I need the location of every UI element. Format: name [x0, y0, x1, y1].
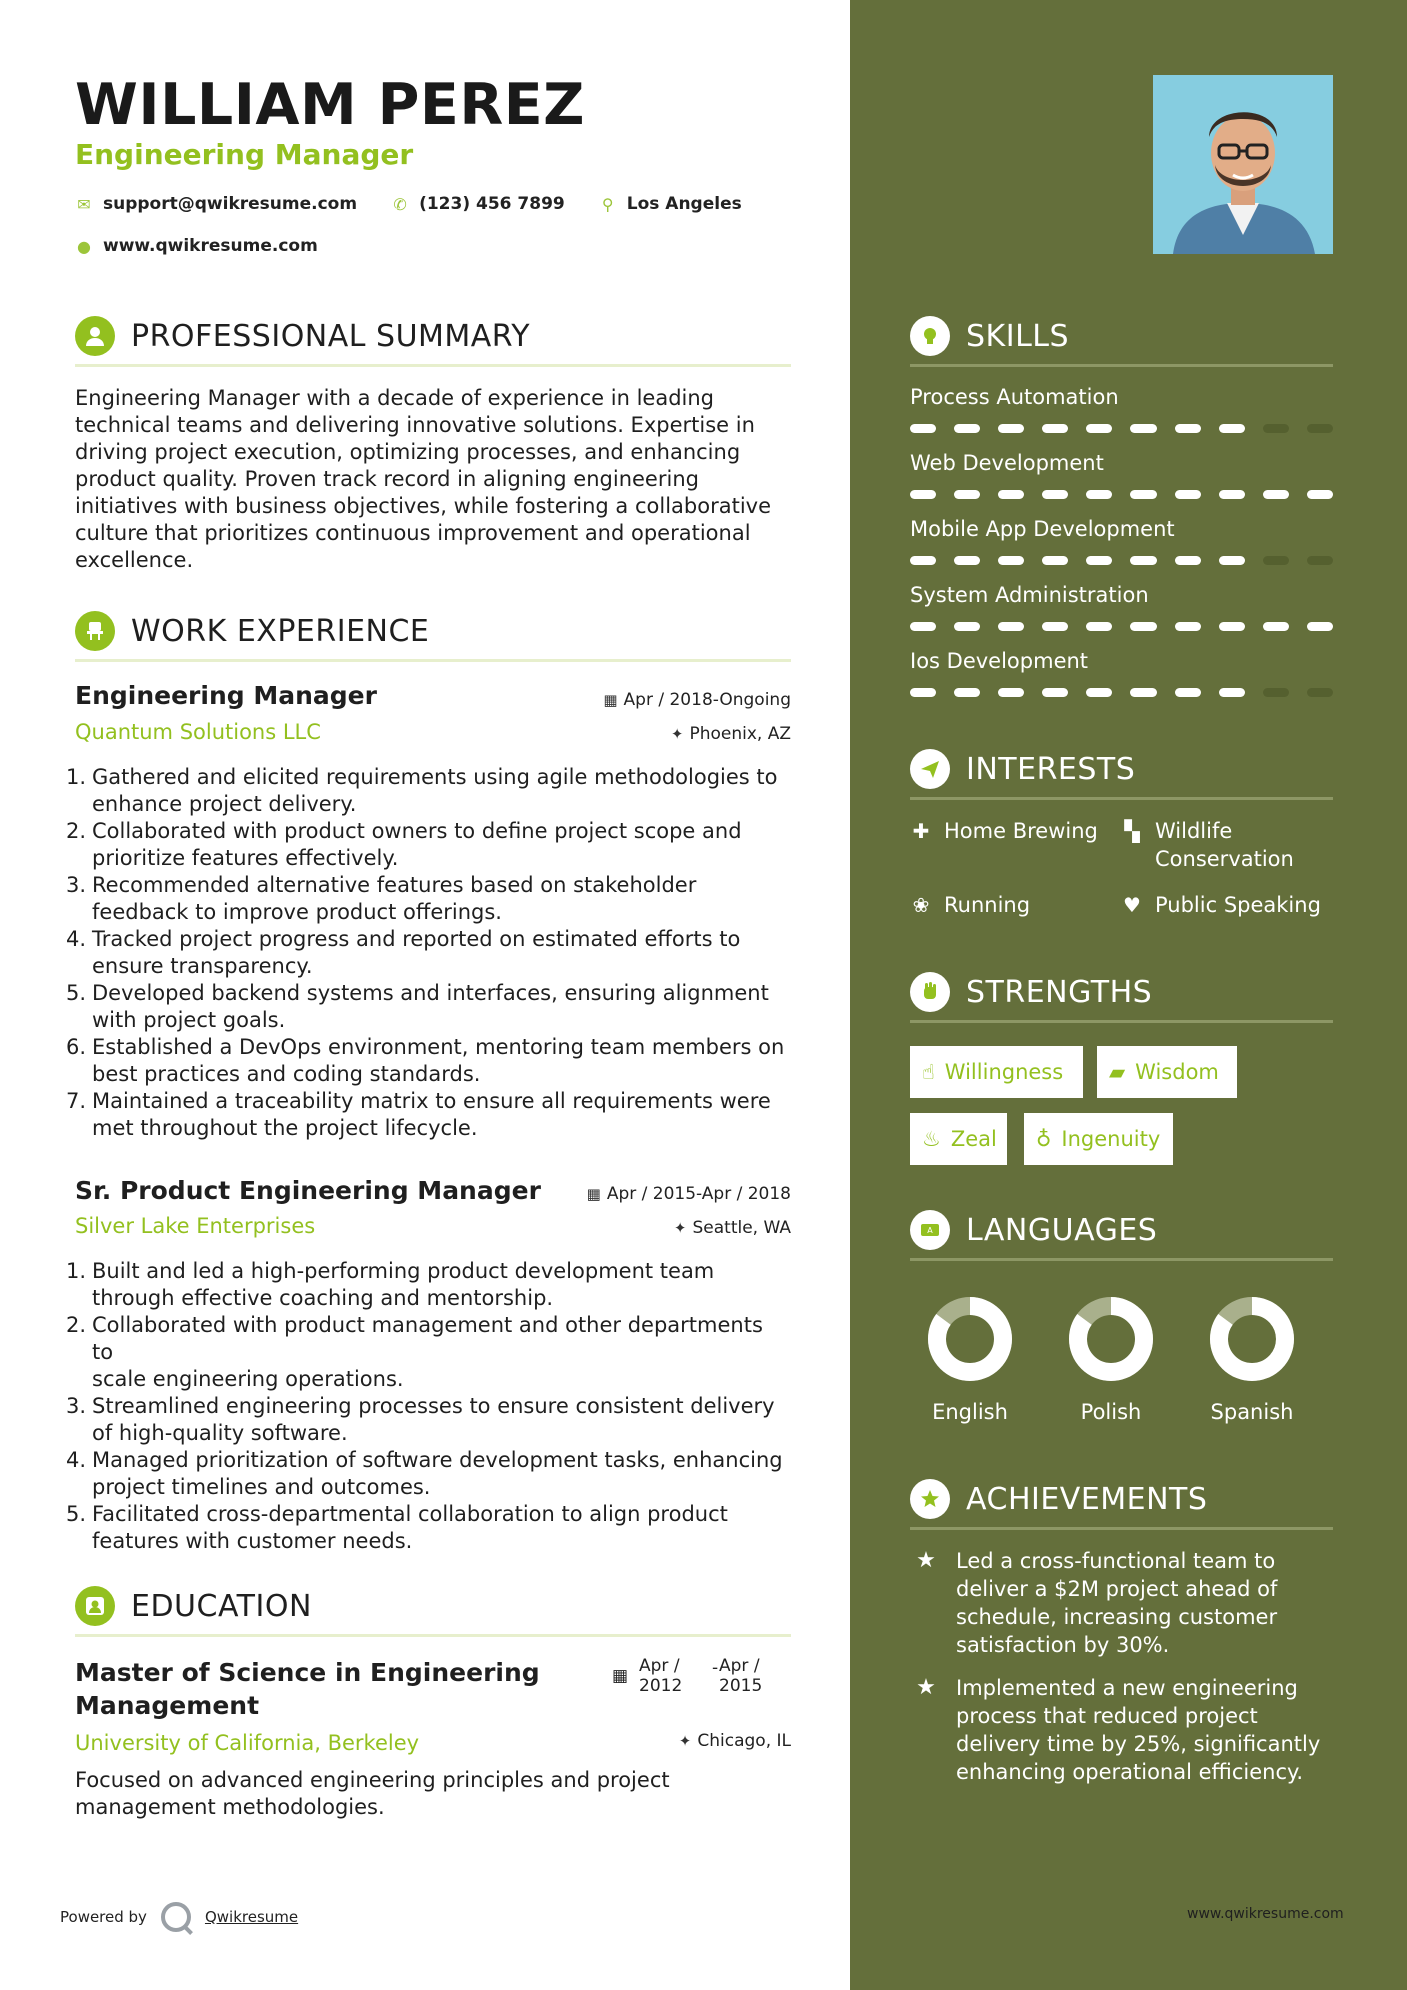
skill-dot	[1175, 622, 1201, 631]
location-text: Los Angeles	[626, 194, 742, 214]
job-location: ✦ Seattle, WA	[673, 1218, 791, 1238]
skill-dot	[1175, 424, 1201, 433]
shooting-star-icon: ★	[916, 1675, 936, 1700]
skill-dot	[1130, 424, 1156, 433]
skill-dot	[910, 688, 936, 697]
heartbeat-icon: ♥	[1123, 893, 1141, 917]
skill-dot	[1086, 688, 1112, 697]
list-item: 1. Built and led a high-performing product development team through effective coaching and mentorship.	[66, 1259, 715, 1310]
strength-badge: ♨ Zeal	[910, 1113, 1007, 1165]
language-item	[1061, 1296, 1161, 1424]
skill-dot	[998, 424, 1024, 433]
skill-dot	[910, 424, 936, 433]
summary-heading	[75, 316, 791, 356]
paper-plane-icon	[910, 749, 950, 789]
skill-dot	[1042, 688, 1068, 697]
skill-dot	[910, 556, 936, 565]
powered-by-text: Powered by	[60, 1908, 147, 1926]
list-item: 4. Managed prioritization of software development tasks, enhancing project timelines and outcomes.	[66, 1448, 783, 1499]
chair-icon	[75, 611, 115, 651]
lightbulb-icon: ♁	[1036, 1127, 1052, 1151]
skill-level	[910, 490, 1333, 500]
interests-heading	[910, 749, 1333, 789]
divider	[910, 797, 1333, 800]
skills-heading-label: SKILLS	[966, 318, 1070, 354]
footer-site[interactable]: www.qwikresume.com	[1187, 1906, 1344, 1922]
education-description: Focused on advanced engineering principles and project management methodologies.	[75, 1768, 670, 1819]
list-item: 6. Established a DevOps environment, mentoring team members on best practices and coding standards.	[66, 1035, 785, 1086]
skill-name: Web Development	[910, 451, 1104, 475]
skill-dot	[1086, 556, 1112, 565]
job-company: Quantum Solutions LLC	[75, 720, 321, 744]
skill-dot	[1086, 490, 1112, 499]
skill-dot	[1042, 556, 1068, 565]
skill-dot	[1042, 424, 1068, 433]
calendar-icon: ▦	[586, 1185, 601, 1203]
skill-level	[910, 622, 1333, 632]
divider	[910, 1258, 1333, 1261]
skill-dot	[1219, 490, 1245, 499]
list-item: 4. Tracked project progress and reported on estimated efforts to ensure transparency.	[66, 927, 741, 978]
job-bullets	[66, 764, 786, 1142]
divider	[75, 364, 791, 367]
skill-dot	[954, 490, 980, 499]
language-gauge	[1209, 1296, 1295, 1382]
skill-dot	[998, 490, 1024, 499]
divider	[910, 364, 1333, 367]
hand-icon	[910, 972, 950, 1012]
edu-start-date: Apr / 2012	[639, 1656, 683, 1696]
skills-heading	[910, 316, 1333, 356]
website-link[interactable]: www.qwikresume.com	[103, 236, 318, 256]
contact-row	[75, 194, 742, 214]
website-row	[75, 236, 318, 256]
skill-dot	[1219, 688, 1245, 697]
skill-dot	[1307, 556, 1333, 565]
skill-dot	[954, 688, 980, 697]
education-heading-label: EDUCATION	[131, 1588, 312, 1624]
graduation-icon	[75, 1586, 115, 1626]
divider	[910, 1527, 1333, 1530]
skill-dot	[1307, 424, 1333, 433]
strength-badge: ☝ Willingness	[910, 1046, 1083, 1098]
skill-dot	[1263, 424, 1289, 433]
footer-powered-by	[60, 1902, 298, 1932]
languages-heading-label: LANGUAGES	[966, 1212, 1158, 1248]
experience-heading	[75, 611, 791, 651]
language-name: English	[932, 1400, 1008, 1424]
skill-dot	[998, 622, 1024, 631]
language-name: Spanish	[1210, 1400, 1294, 1424]
summary-heading-label: PROFESSIONAL SUMMARY	[131, 318, 531, 354]
list-item: 5. Facilitated cross-departmental collaboration to align product features with customer needs.	[66, 1502, 728, 1553]
job-date: ▦ Apr / 2018-Ongoing	[603, 690, 791, 710]
candidate-name: WILLIAM PEREZ	[75, 72, 585, 138]
skill-dot	[1130, 688, 1156, 697]
book-icon: ▰	[1109, 1060, 1126, 1084]
skill-name: Process Automation	[910, 385, 1119, 409]
edu-date-separator: -	[712, 1658, 719, 1678]
pin-icon: ✦	[678, 1732, 692, 1750]
language-icon	[910, 1210, 950, 1250]
skill-dot	[1263, 622, 1289, 631]
achievements-heading	[910, 1479, 1333, 1519]
profile-photo	[1153, 75, 1333, 254]
skill-dot	[954, 556, 980, 565]
divider	[910, 1020, 1333, 1023]
skill-name: System Administration	[910, 583, 1149, 607]
job-title: Engineering Manager	[75, 681, 377, 710]
list-item: 7. Maintained a traceability matrix to ensure all requirements were met throughout the project lifecycle.	[66, 1089, 771, 1140]
interest-item: ❀ Running	[910, 891, 1030, 919]
thumbs-up-icon: ☝	[922, 1060, 935, 1084]
skill-dot	[1263, 490, 1289, 499]
calendar-icon: ▦	[603, 691, 618, 709]
envelope-icon: ✉	[77, 194, 91, 214]
skill-dot	[1042, 490, 1068, 499]
skill-dot	[1175, 556, 1201, 565]
list-item: 2. Collaborated with product owners to define project scope and prioritize features effectively.	[66, 819, 742, 870]
degree-title: Master of Science in Engineering Management	[75, 1658, 540, 1720]
list-item: 3. Streamlined engineering processes to ensure consistent delivery of high-quality software.	[66, 1394, 775, 1445]
job-bullets	[66, 1258, 786, 1555]
puzzle-icon: ✚	[912, 819, 930, 843]
skill-level	[910, 556, 1333, 566]
pin-icon: ✦	[670, 725, 684, 743]
skill-dot	[1263, 688, 1289, 697]
job-location: ✦ Phoenix, AZ	[670, 724, 791, 744]
job-title: Sr. Product Engineering Manager	[75, 1176, 541, 1205]
paw-icon: ❀	[912, 893, 930, 917]
skill-dot	[1219, 424, 1245, 433]
list-item: 1. Gathered and elicited requirements using agile methodologies to enhance project delivery.	[66, 765, 778, 816]
user-icon	[75, 316, 115, 356]
strengths-heading	[910, 972, 1333, 1012]
skill-dot	[1175, 688, 1201, 697]
qwikresume-logo-icon	[161, 1902, 191, 1932]
puzzle-piece-icon: ▚	[1124, 819, 1140, 843]
list-item: 2. Collaborated with product management and other departments to scale engineering operations.	[66, 1313, 763, 1391]
strength-badge: ♁ Ingenuity	[1024, 1113, 1173, 1165]
email-link[interactable]: support@qwikresume.com	[103, 194, 358, 214]
lightbulb-icon	[910, 316, 950, 356]
list-item: 3. Recommended alternative features based on stakeholder feedback to improve product offerings.	[66, 873, 697, 924]
language-item	[920, 1296, 1020, 1424]
skill-dot	[910, 622, 936, 631]
skill-dot	[910, 490, 936, 499]
interest-item: ▚ Wildlife Conservation	[1121, 817, 1294, 873]
map-pin-icon: ⚲	[601, 194, 614, 214]
skill-dot	[1219, 622, 1245, 631]
skill-dot	[1307, 490, 1333, 499]
calendar-icon: ▦	[612, 1666, 629, 1686]
skill-dot	[1263, 556, 1289, 565]
language-gauge	[927, 1296, 1013, 1382]
interests-heading-label: INTERESTS	[966, 751, 1136, 787]
skill-name: Mobile App Development	[910, 517, 1175, 541]
skill-dot	[954, 424, 980, 433]
list-item: 5. Developed backend systems and interfaces, ensuring alignment with project goals.	[66, 981, 769, 1032]
achievements-heading-label: ACHIEVEMENTS	[966, 1481, 1208, 1517]
languages-heading	[910, 1210, 1333, 1250]
language-name: Polish	[1080, 1400, 1142, 1424]
interest-item: ♥ Public Speaking	[1121, 891, 1321, 919]
skill-dot	[1086, 424, 1112, 433]
svg-text:A: A	[927, 1226, 933, 1235]
shooting-star-icon: ★	[916, 1548, 936, 1573]
skill-dot	[1086, 622, 1112, 631]
divider	[75, 659, 791, 662]
education-heading	[75, 1586, 791, 1626]
experience-heading-label: WORK EXPERIENCE	[131, 613, 430, 649]
skill-dot	[998, 688, 1024, 697]
summary-text: Engineering Manager with a decade of experience in leading technical teams and delivering innovative solutions. Expertise in driving project execution, optimizing processes, and enhancing product quality. Proven track record in aligning engineering initiatives with business objectives, while fostering a collaborative culture that prioritizes continuous improvement and operational excellence.	[75, 386, 772, 572]
language-gauge	[1068, 1296, 1154, 1382]
job-company: Silver Lake Enterprises	[75, 1214, 316, 1238]
skill-dot	[954, 622, 980, 631]
language-item	[1202, 1296, 1302, 1424]
skill-level	[910, 424, 1333, 434]
qwikresume-link[interactable]: Qwikresume	[204, 1908, 299, 1926]
school-name: University of California, Berkeley	[75, 1731, 420, 1755]
skill-name: Ios Development	[910, 649, 1089, 673]
divider	[75, 1634, 791, 1637]
strengths-heading-label: STRENGTHS	[966, 974, 1153, 1010]
pin-icon: ✦	[673, 1219, 687, 1237]
achievement-item: ★ Implemented a new engineering process that reduced project delivery time by 25%, significantly enhancing operational efficiency.	[910, 1674, 1333, 1786]
skill-dot	[1175, 490, 1201, 499]
skill-dot	[1219, 556, 1245, 565]
skill-dot	[1307, 688, 1333, 697]
interest-item: ✚ Home Brewing	[910, 817, 1098, 845]
achievement-item: ★ Led a cross-functional team to deliver a $2M project ahead of schedule, increasing customer satisfaction by 30%.	[910, 1547, 1333, 1659]
skill-dot	[1130, 490, 1156, 499]
candidate-title: Engineering Manager	[75, 138, 414, 171]
skill-dot	[1130, 556, 1156, 565]
phone-icon: ✆	[393, 194, 407, 214]
skill-dot	[1130, 622, 1156, 631]
skill-dot	[1042, 622, 1068, 631]
job-date: ▦ Apr / 2015-Apr / 2018	[586, 1184, 791, 1204]
globe-icon: ●	[77, 236, 91, 256]
phone-text[interactable]: (123) 456 7899	[419, 194, 565, 214]
skill-dot	[998, 556, 1024, 565]
fire-icon: ♨	[922, 1127, 941, 1151]
edu-end-date: Apr / 2015	[719, 1656, 763, 1696]
skill-level	[910, 688, 1333, 698]
skill-dot	[1307, 622, 1333, 631]
edu-location: ✦ Chicago, IL	[678, 1731, 791, 1751]
star-icon	[910, 1479, 950, 1519]
strength-badge: ▰ Wisdom	[1097, 1046, 1237, 1098]
